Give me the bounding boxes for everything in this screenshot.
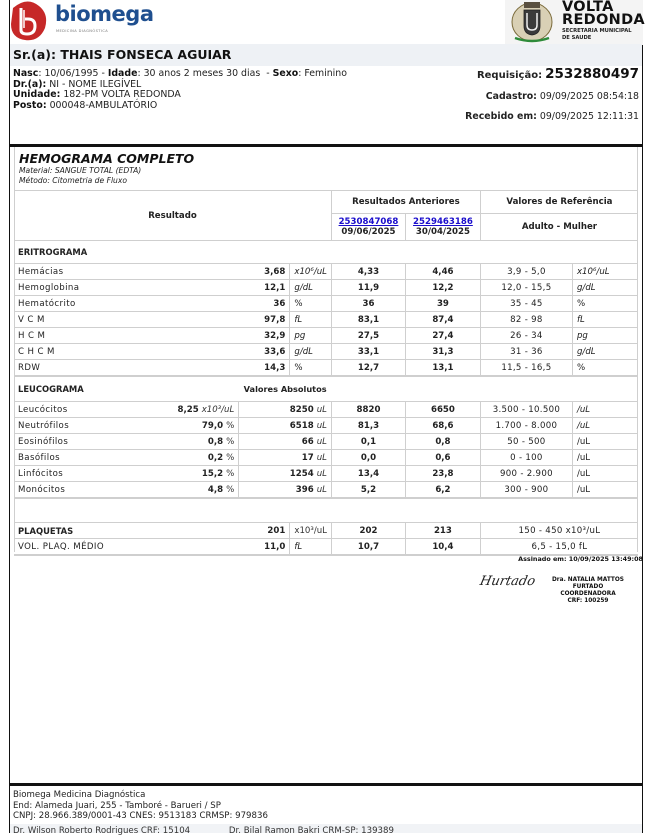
signer-registry: CRF: 100259 [567,598,609,604]
test-unit: x10⁶/uL [290,264,332,280]
table-row [14,264,638,280]
brand-name: biomega [55,2,154,26]
prev1-value: 81,3 [331,418,405,434]
test-value: 3,68 [239,264,290,280]
erythrogram-section-row [14,241,638,264]
reference-range: 3,9 - 5,0 [480,264,572,280]
test-value: 12,1 [239,280,290,296]
reference-range: 6,5 - 15,0 fL [480,539,638,556]
reference-unit: x10⁶/uL [572,264,638,280]
reference-range: 82 - 98 [480,312,572,328]
test-value: 11,0 [239,539,290,556]
post-line [13,101,347,112]
age-label: Idade [107,68,138,79]
prev2-value: 6650 [406,402,481,418]
reference-unit: /uL [572,402,638,418]
previous-result-1-link[interactable]: 2530847068 [338,217,399,227]
test-name: Monócitos [14,482,173,499]
birth-label: Nasc [13,68,39,79]
absolute-value [239,482,332,499]
prev2-value: 39 [406,296,481,312]
unit-value: 182-PM VOLTA REDONDA [63,89,181,100]
test-unit: x10³/uL [290,523,332,539]
prev1-value: 83,1 [331,312,405,328]
prev1-value: 5,2 [331,482,405,499]
previous-result-2-link[interactable]: 2529463186 [413,217,473,227]
patient-name: THAIS FONSECA AGUIAR [60,47,232,62]
partner-title-line2: REDONDA [562,12,645,28]
received-line [465,111,639,122]
reference-range: 0 - 100 [480,450,572,466]
absolute-number: 17 [301,452,314,463]
volta-redonda-logo [505,0,643,45]
previous-result-2 [406,214,481,241]
table-row [14,328,638,344]
reference-unit: /uL [572,450,638,466]
spacer-row [14,498,638,523]
footer-doctor-2: Dr. Bilal Ramon Bakri CRM-SP: 139389 [228,826,394,836]
leukogram-title: LEUCOGRAMA [14,376,239,402]
test-name: H C M [14,328,239,344]
prev2-value: 4,46 [406,264,481,280]
leukogram-header-spacer [331,376,638,402]
platelet-spacer [14,498,638,523]
prev1-value: 33,1 [331,344,405,360]
test-value-number: 8,25 [177,404,199,415]
test-value-number: 79,0 [201,420,224,431]
reference-range: 50 - 500 [480,434,572,450]
partner-title-line1: VOLTA [562,0,614,15]
absolute-value [239,434,332,450]
test-unit: % [226,468,235,479]
test-name: Hematócrito [14,296,239,312]
doctor-label: Dr.(a): [13,78,47,90]
registered-line [465,91,639,102]
footer-company: Biomega Medicina Diagnóstica [13,790,146,800]
signed-at: Assinado em: 10/09/2025 13:49:08 [518,555,643,563]
request-number-line [465,66,639,82]
footer-registry: CNPJ: 28.966.389/0001-43 CNES: 9513183 CRMSP: 979836 [13,811,268,821]
table-row [14,466,638,482]
test-unit: g/dL [290,344,332,360]
reference-range: 35 - 45 [480,296,572,312]
test-value [173,434,238,450]
test-value-number: 4,8 [207,484,224,495]
test-unit: % [226,436,235,447]
test-name: Linfócitos [14,466,173,482]
test-value: 201 [239,523,290,539]
prev1-value: 36 [331,296,405,312]
reference-range: 3.500 - 10.500 [480,402,572,418]
results-table [14,190,638,562]
footer-address: End: Alameda Juari, 255 - Tamboré - Barueri / SP [13,800,221,811]
received-datetime: 09/09/2025 12:11:31 [539,111,639,122]
partner-subtitle-line2: DE SAUDE [562,35,592,41]
test-unit: pg [290,328,332,344]
previous-result-1 [331,214,405,241]
table-row [14,434,638,450]
reference-range: 12,0 - 15,5 [480,280,572,296]
absolute-unit: uL [316,468,327,479]
exam-title: HEMOGRAMA COMPLETO [19,151,195,166]
test-unit: fL [290,312,332,328]
reference-unit: pg [572,328,638,344]
exam-method: Método: Citometria de Fluxo [19,175,128,185]
request-number: 2532880497 [545,66,639,82]
unit-label: Unidade: [13,89,61,100]
test-name: VOL. PLAQ. MÉDIO [14,539,239,556]
test-value: 32,9 [239,328,290,344]
test-name: Hemoglobina [14,280,239,296]
test-value [173,402,238,418]
patient-name-line [13,47,231,62]
test-value: 36 [239,296,290,312]
table-row [14,418,638,434]
prev2-value: 87,4 [406,312,481,328]
prev2-value: 12,2 [406,280,481,296]
absolute-value [239,418,332,434]
test-unit: % [290,296,332,312]
table-row [14,344,638,360]
patient-demographics: Nasc: 10/06/1995 - Idade: 30 anos 2 meses 30 dias - Sexo: Feminino [13,68,347,79]
reference-unit: fL [572,312,638,328]
footer-divider [9,783,643,786]
table-row [14,296,638,312]
absolute-value [239,466,332,482]
partner-subtitle-line1: SECRETARIA MUNICIPAL [562,28,632,34]
reference-unit: % [572,360,638,377]
reference-range: 150 - 450 x10³/uL [480,523,638,539]
prev1-value: 13,4 [331,466,405,482]
biomega-logo [9,0,154,42]
reference-unit: /uL [572,418,638,434]
prev1-value: 10,7 [331,539,405,556]
previous-result-1-date: 09/06/2025 [341,227,396,237]
reference-unit: % [572,296,638,312]
absolute-unit: uL [316,452,327,463]
absolute-number: 66 [301,436,314,447]
test-value [173,450,238,466]
absolute-unit: uL [316,420,327,431]
exam-meta [19,166,141,185]
reference-unit: g/dL [572,280,638,296]
received-label: Recebido em: [465,111,537,122]
prev1-value: 12,7 [331,360,405,377]
post-value: 000048-AMBULATÓRIO [49,99,158,111]
prev1-value: 0,0 [331,450,405,466]
absolute-number: 8250 [289,404,314,415]
request-info [465,66,639,131]
prev2-value: 10,4 [406,539,481,556]
test-value [173,418,238,434]
previous-results-header: Resultados Anteriores [331,191,480,214]
brand-tagline: MEDICINA DIAGNÓSTICA [56,29,109,33]
prev2-value: 0,8 [406,434,481,450]
test-unit: % [226,420,235,431]
test-name: PLAQUETAS [14,523,239,539]
test-unit: % [226,452,235,463]
patient-info [13,69,347,111]
test-value: 97,8 [239,312,290,328]
reference-unit: /uL [572,466,638,482]
signer-name: Dra. NATALIA MATTOS FURTADO [552,577,624,590]
test-name: RDW [14,360,239,377]
prev2-value: 13,1 [406,360,481,377]
reference-unit: g/dL [572,344,638,360]
test-name: C H C M [14,344,239,360]
registered-label: Cadastro: [485,91,537,102]
test-name: V C M [14,312,239,328]
test-unit: fL [290,539,332,556]
absolute-unit: uL [316,484,327,495]
registered-datetime: 09/09/2025 08:54:18 [539,91,639,102]
prev1-value: 11,9 [331,280,405,296]
reference-range: 26 - 34 [480,328,572,344]
table-row [14,482,638,499]
test-unit: % [290,360,332,377]
absolute-values-header: Valores Absolutos [239,376,332,402]
absolute-number: 396 [295,484,314,495]
coat-of-arms-icon [507,0,557,44]
table-row [14,360,638,377]
absolute-value [239,402,332,418]
table-row [14,539,638,556]
birth-date: 10/06/1995 [44,68,99,79]
prev2-value: 31,3 [406,344,481,360]
exam-material: Material: SANGUE TOTAL (EDTA) [19,166,142,175]
reference-range: 11,5 - 16,5 [480,360,572,377]
reference-header: Valores de Referência [480,191,638,214]
test-unit: x10³/uL [201,404,235,415]
test-value: 33,6 [239,344,290,360]
patient-name-label: Sr.(a): [13,47,56,62]
prev2-value: 68,6 [406,418,481,434]
reference-unit: /uL [572,434,638,450]
signer-role: COORDENADORA [560,591,616,597]
reference-unit: /uL [572,482,638,499]
signature-block [538,577,638,605]
prev1-value: 8820 [331,402,405,418]
sex: Feminino [304,68,347,79]
leukogram-section-row [14,376,638,402]
test-value-number: 0,8 [207,436,224,447]
reference-range: 1.700 - 8.000 [480,418,572,434]
table-row [14,450,638,466]
test-value [173,466,238,482]
test-value [173,482,238,499]
test-value: 14,3 [239,360,290,377]
prev2-value: 213 [406,523,481,539]
sex-label: Sexo [272,68,299,79]
doctor-name: NI - NOME ILEGÍVEL [49,78,142,90]
reference-range: 31 - 36 [480,344,572,360]
previous-result-2-date: 30/04/2025 [415,227,470,237]
erythrogram-title: ERITROGRAMA [14,241,638,264]
table-row [14,402,638,418]
header-row-1 [14,191,638,214]
request-label: Requisição: [476,70,543,81]
table-row [14,280,638,296]
prev2-value: 0,6 [406,450,481,466]
test-value-number: 15,2 [201,468,224,479]
test-unit: % [226,484,235,495]
age: 30 anos 2 meses 30 dias [143,68,261,79]
prev1-value: 4,33 [331,264,405,280]
footer-doctors [13,826,430,836]
signature-scribble: Hurtado [478,574,537,589]
test-name: Hemácias [14,264,239,280]
test-name: Eosinófilos [14,434,173,450]
table-row [14,312,638,328]
footer-doctor-1: Dr. Wilson Roberto Rodrigues CRF: 15104 [13,826,191,836]
test-unit: g/dL [290,280,332,296]
prev1-value: 0,1 [331,434,405,450]
prev1-value: 202 [331,523,405,539]
test-name: Leucócitos [14,402,173,418]
prev1-value: 27,5 [331,328,405,344]
absolute-unit: uL [316,436,327,447]
result-header: Resultado [14,191,331,241]
table-row [14,523,638,539]
prev2-value: 27,4 [406,328,481,344]
footer [13,790,268,822]
test-name: Neutrófilos [14,418,173,434]
reference-range: 300 - 900 [480,482,572,499]
prev2-value: 6,2 [406,482,481,499]
test-value-number: 0,2 [207,452,224,463]
absolute-number: 6518 [289,420,314,431]
reference-group: Adulto - Mulher [480,214,638,241]
absolute-unit: uL [316,404,327,415]
reference-range: 900 - 2.900 [480,466,572,482]
absolute-number: 1254 [289,468,314,479]
post-label: Posto: [13,99,47,111]
prev2-value: 23,8 [406,466,481,482]
absolute-value [239,450,332,466]
test-name: Basófilos [14,450,173,466]
